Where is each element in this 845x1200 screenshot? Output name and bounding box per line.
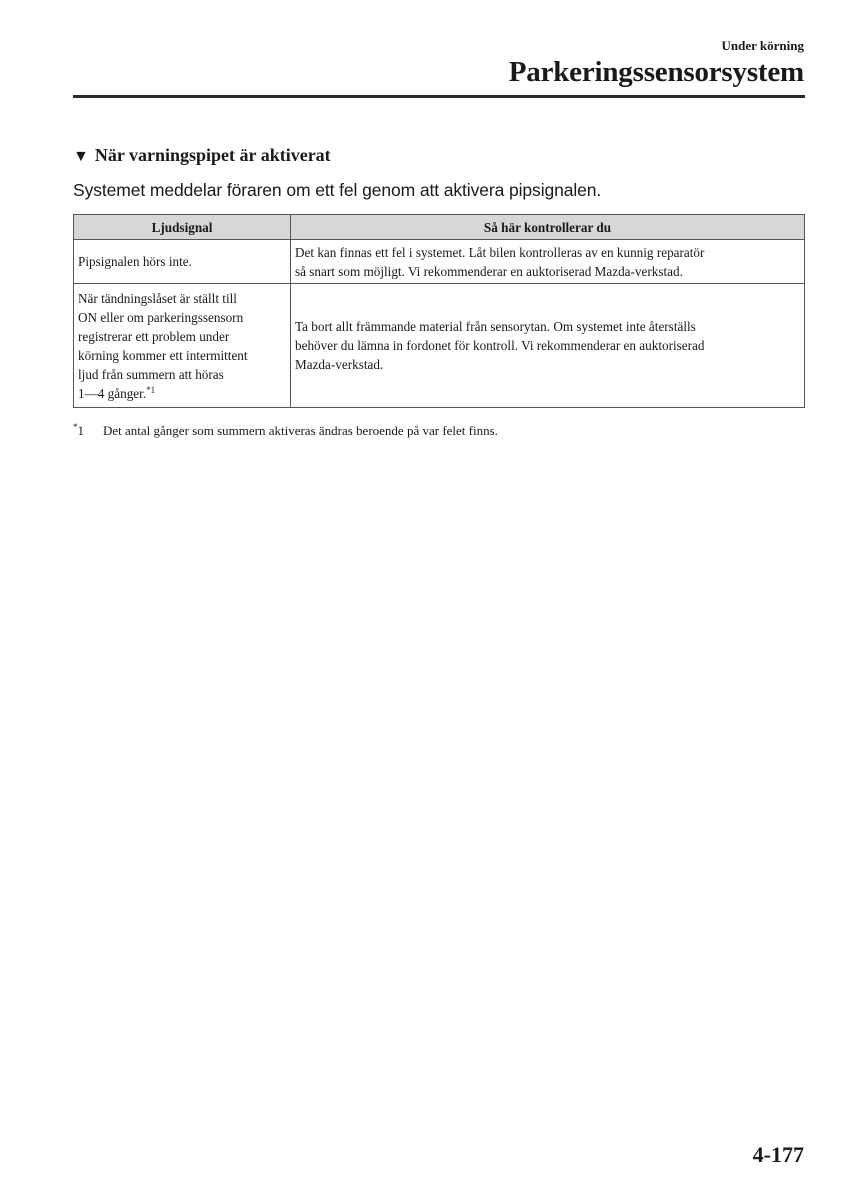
signal-cell (74, 240, 291, 284)
signal-line: Pipsignalen hörs inte. (78, 254, 192, 269)
action-line: Det kan finnas ett fel i systemet. Låt bilen kontrolleras av en kunnig reparatör (295, 244, 705, 260)
action-line: så snart som möjligt. Vi rekommenderar en auktoriserad Mazda-verkstad. (295, 263, 683, 279)
signal-line: ljud från summern att höras (78, 366, 224, 382)
column-header-action: Så här kontrollerar du (291, 215, 805, 240)
triangle-down-icon: ▼ (73, 147, 89, 165)
table-row (74, 240, 805, 284)
action-cell (291, 284, 805, 408)
subheading-text: När varningspipet är aktiverat (94, 145, 331, 165)
action-line: behöver du lämna in fordonet för kontroll. Vi rekommenderar en auktoriserad (295, 338, 705, 353)
footnote-reference: *1 (146, 384, 156, 395)
troubleshooting-table (73, 214, 805, 408)
title-rule (73, 95, 805, 98)
subheading (73, 145, 331, 166)
footnote-text: Det antal gånger som summern aktiveras ändras beroende på var felet finns. (103, 423, 498, 438)
signal-line: 1—4 gånger. (78, 385, 147, 401)
table-header-row (74, 215, 805, 240)
action-cell (291, 240, 805, 284)
signal-cell (74, 284, 291, 408)
table-row (74, 284, 805, 408)
action-line: Mazda-verkstad. (295, 357, 384, 372)
column-header-signal: Ljudsignal (74, 215, 291, 240)
intro-paragraph: Systemet meddelar föraren om ett fel genom att aktivera pipsignalen. (73, 180, 602, 200)
section-label: Under körning (721, 38, 804, 53)
footnote-marker: *1 (73, 422, 84, 438)
signal-line: registrerar ett problem under (78, 328, 230, 344)
footnote (73, 423, 498, 439)
signal-line: körning kommer ett intermittent (78, 347, 248, 363)
signal-line: ON eller om parkeringssensorn (78, 309, 244, 325)
action-line: Ta bort allt främmande material från sensorytan. Om systemet inte återställs (295, 319, 696, 334)
page-number: 4-177 (752, 1142, 804, 1167)
chapter-title: Parkeringssensorsystem (508, 56, 804, 88)
signal-line: När tändningslåset är ställt till (78, 290, 237, 306)
